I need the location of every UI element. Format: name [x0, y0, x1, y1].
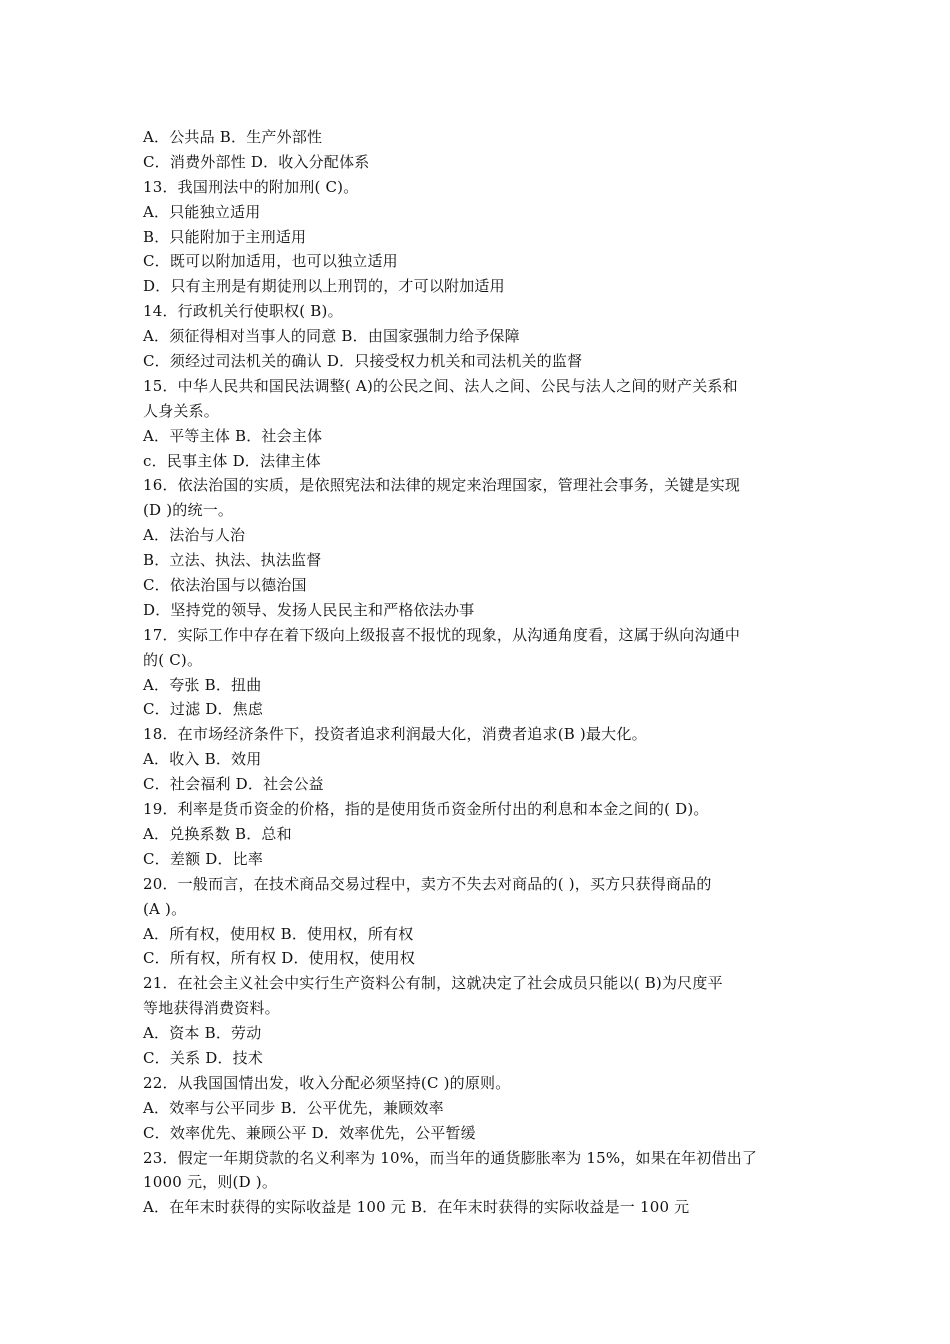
text-line: C．效率优先、兼顾公平 D．效率优先，公平暂缓 — [143, 1123, 476, 1142]
text-line: A．在年末时获得的实际收益是 100 元 B．在年末时获得的实际收益是一 100 元 — [143, 1198, 690, 1217]
text-line: A．平等主体 B．社会主体 — [143, 426, 323, 445]
text-line: C．既可以附加适用，也可以独立适用 — [143, 252, 398, 271]
text-line: C．消费外部性 D．收入分配体系 — [143, 152, 370, 171]
text-line: A．须征得相对当事人的同意 B．由国家强制力给予保障 — [143, 327, 520, 346]
text-line: 23．假定一年期贷款的名义利率为 10%，而当年的通货膨胀率为 15%，如果在年初借出了 — [143, 1148, 758, 1167]
text-line: C．社会福利 D．社会公益 — [143, 775, 324, 794]
text-line: 16．依法治国的实质，是依照宪法和法律的规定来治理国家，管理社会事务，关键是实现 — [143, 476, 741, 495]
text-line: A．法治与人治 — [143, 526, 246, 545]
text-line: (A )。 — [143, 899, 187, 918]
text-line: A．所有权，使用权 B．使用权，所有权 — [143, 924, 414, 943]
text-line: 13．我国刑法中的附加刑( C)。 — [143, 177, 359, 196]
text-line: C．须经过司法机关的确认 D．只接受权力机关和司法机关的监督 — [143, 352, 583, 371]
text-line: B．立法、执法、执法监督 — [143, 551, 322, 570]
text-line: D．只有主刑是有期徒刑以上刑罚的，才可以附加适用 — [143, 277, 505, 296]
text-line: 14．行政机关行使职权( B)。 — [143, 302, 343, 321]
text-line: A．兑换系数 B．总和 — [143, 824, 292, 843]
text-line: B．只能附加于主刑适用 — [143, 227, 307, 246]
text-line: 的( C)。 — [143, 650, 203, 669]
text-line: A．公共品 B．生产外部性 — [143, 128, 323, 146]
text-line: 22．从我国国情出发，收入分配必须坚持(C )的原则。 — [143, 1073, 511, 1092]
text-line: A．效率与公平同步 B．公平优先，兼顾效率 — [143, 1098, 444, 1117]
text-line: C．差额 D．比率 — [143, 849, 264, 868]
document-body — [143, 125, 811, 1220]
text-line: 18．在市场经济条件下，投资者追求利润最大化，消费者追求(B )最大化。 — [143, 725, 647, 744]
text-line: 1000 元，则(D )。 — [143, 1173, 278, 1192]
text-line: 20．一般而言，在技术商品交易过程中，卖方不失去对商品的( )，买方只获得商品的 — [143, 874, 712, 893]
text-line: c．民事主体 D．法律主体 — [143, 451, 321, 470]
text-line: C．所有权，所有权 D．使用权，使用权 — [143, 949, 416, 968]
text-line: A．收入 B．效用 — [143, 750, 262, 769]
text-line: C．过滤 D．焦虑 — [143, 700, 264, 719]
text-line: C．依法治国与以德治国 — [143, 576, 307, 595]
text-line: 19．利率是货币资金的价格，指的是使用货币资金所付出的利息和本金之间的( D)。 — [143, 800, 709, 819]
text-line: 等地获得消费资料。 — [143, 999, 280, 1018]
text-line: A．资本 B．劳动 — [143, 1024, 262, 1043]
text-line: 17．实际工作中存在着下级向上级报喜不报忧的现象，从沟通角度看，这属于纵向沟通中 — [143, 625, 741, 644]
text-line: A．只能独立适用 — [143, 202, 261, 221]
text-line: 15．中华人民共和国民法调整( A)的公民之间、法人之间、公民与法人之间的财产关系和 — [143, 376, 738, 395]
text-line: D．坚持党的领导、发扬人民民主和严格依法办事 — [143, 600, 475, 619]
text-line: A．夸张 B．扭曲 — [143, 675, 262, 694]
text-line: (D )的统一。 — [143, 501, 234, 520]
text-line: C．关系 D．技术 — [143, 1048, 264, 1067]
text-line: 人身关系。 — [143, 401, 220, 420]
text-line: 21．在社会主义社会中实行生产资料公有制，这就决定了社会成员只能以( B)为尺度平 — [143, 974, 723, 993]
